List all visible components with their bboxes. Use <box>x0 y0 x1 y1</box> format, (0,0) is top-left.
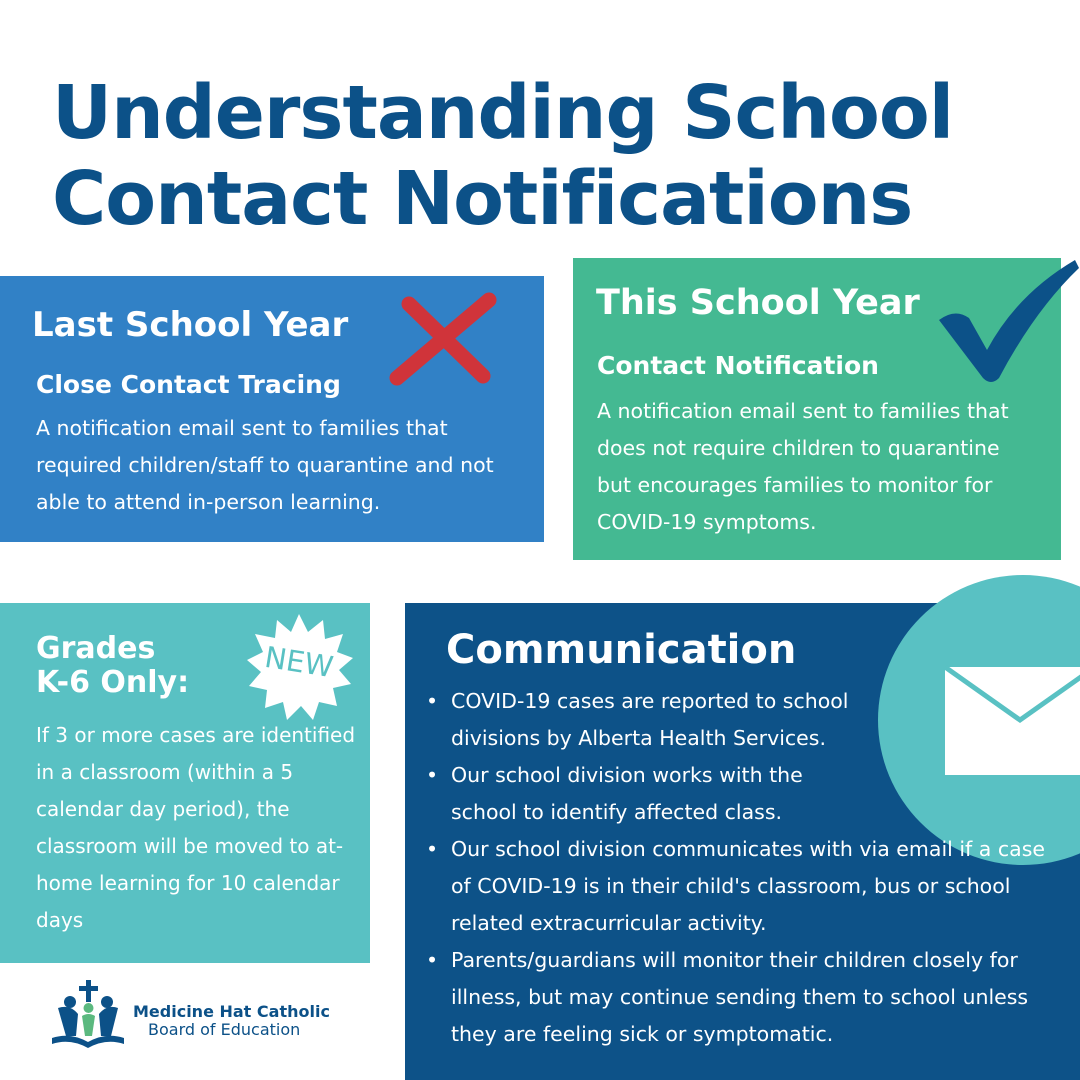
list-item <box>426 683 1066 757</box>
page-title <box>52 70 1052 242</box>
grades-description: If 3 or more cases are identified in a classroom (within a 5 calendar day period), the classroom will be moved to at-home learning for 10 calendar days <box>36 723 356 932</box>
list-item-text: COVID-19 cases are reported to school divisions by Alberta Health Services. <box>451 689 849 750</box>
title-line-1: Understanding School <box>52 70 954 156</box>
grades-heading-line-1: Grades <box>36 631 156 666</box>
bullet-icon: • <box>426 948 439 972</box>
communication-heading: Communication <box>446 627 797 673</box>
bullet-icon: • <box>426 763 439 787</box>
list-item <box>426 942 1066 1053</box>
x-mark-icon <box>385 290 505 390</box>
list-item <box>426 757 1066 831</box>
this-year-description: A notification email sent to families that does not require children to quarantine but encourages families to monitor for COVID-19 symptoms. <box>597 399 1009 534</box>
last-year-description: A notification email sent to families that required children/staff to quarantine and not able to attend in-person learning. <box>36 416 494 514</box>
list-item <box>426 831 1066 942</box>
communication-list <box>426 683 1066 1053</box>
last-year-heading: Last School Year <box>32 305 349 345</box>
grades-heading <box>36 632 189 700</box>
family-cross-book-logo <box>48 978 128 1050</box>
checkmark-icon <box>935 258 1080 388</box>
list-item-text: Parents/guardians will monitor their children closely for illness, but may continue sending them to school unless they are feeling sick or symptomatic. <box>451 948 1029 1046</box>
logo-organization-name: Medicine Hat Catholic <box>133 1002 330 1021</box>
title-line-2: Contact Notifications <box>52 156 913 242</box>
last-year-subheading: Close Contact Tracing <box>36 370 341 399</box>
new-badge-label: NEW <box>262 639 336 685</box>
bullet-icon: • <box>426 837 439 861</box>
list-item-text: Our school division works with the school to identify affected class. <box>451 763 803 824</box>
this-year-heading: This School Year <box>596 283 920 323</box>
logo-organization-subtitle: Board of Education <box>148 1020 301 1039</box>
bullet-icon: • <box>426 689 439 713</box>
list-item-text: Our school division communicates with via email if a case of COVID-19 is in their child's classroom, bus or school related extracurricular activity. <box>451 837 1045 935</box>
this-year-subheading: Contact Notification <box>597 351 879 380</box>
grades-heading-line-2: K-6 Only: <box>36 665 190 700</box>
